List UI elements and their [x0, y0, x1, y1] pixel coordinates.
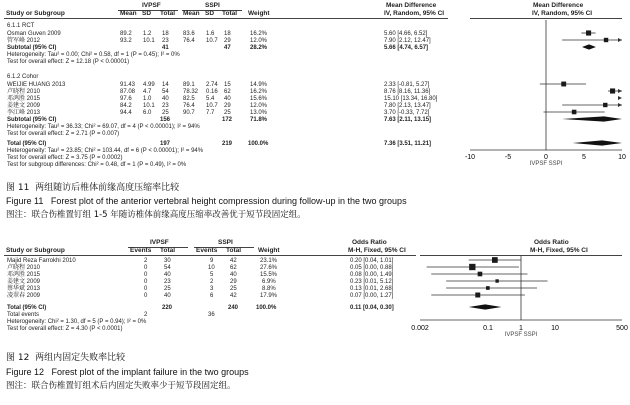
- axis-tick-label: 0.1: [483, 325, 493, 332]
- events1: 2: [144, 258, 148, 264]
- md-ci: 7.90 [2.12, 12.47]: [384, 38, 431, 44]
- mean2: 76.4: [183, 38, 195, 44]
- total2: 62: [224, 89, 231, 95]
- figure-label: 图 12: [6, 353, 30, 363]
- mean2: 83.6: [183, 31, 195, 37]
- heterogeneity-text: Heterogeneity: Chi² = 1.30, df = 5 (P = 0.94); I² = 0%: [7, 319, 147, 325]
- total2: 62: [230, 265, 237, 271]
- weight: 14.9%: [250, 82, 268, 88]
- col-or-sub-left: M-H, Fixed, 95% CI: [348, 247, 406, 254]
- mean2: 76.4: [183, 103, 195, 109]
- col-events1: Events: [130, 247, 152, 254]
- total-ci: 0.11 [0.04, 0.30]: [350, 305, 394, 311]
- sd2: 10.7: [206, 103, 218, 109]
- col-total2: Total: [222, 10, 238, 17]
- total1: 23: [164, 279, 171, 285]
- sd2: 5.4: [206, 96, 215, 102]
- mean1: 89.2: [120, 31, 132, 37]
- axis-tick-label: 1: [519, 325, 523, 332]
- total2: 40: [224, 96, 231, 102]
- weight: 16.2%: [250, 31, 268, 37]
- study-name: 姜建文 2009: [7, 103, 41, 109]
- events1: 0: [144, 286, 148, 292]
- subtotal-label: Subtotal (95% CI): [7, 117, 57, 123]
- col-mean1: Mean: [120, 10, 137, 17]
- study-square: [475, 293, 480, 298]
- total1: 40: [164, 293, 171, 299]
- col-or-sub-right: M-H, Fixed, 95% CI: [530, 247, 588, 254]
- md-header-right: Mean Difference: [533, 2, 584, 9]
- heterogeneity-text: Heterogeneity: Tau² = 36.33; Chi² = 69.07, df = 4 (P < 0.00001); I² = 94%: [7, 124, 200, 130]
- or-ci: 0.23 [0.01, 5.12]: [350, 279, 394, 285]
- figure-title-cn: 两组内固定失败率比较: [35, 353, 126, 363]
- total2: 29: [224, 103, 231, 109]
- sd1: 4.7: [143, 89, 152, 95]
- events1: 0: [144, 272, 148, 278]
- subgroup-title: 6.1.1 RCT: [7, 23, 35, 29]
- mean2: 90.7: [183, 110, 195, 116]
- axis-tick-label: 10: [618, 154, 626, 161]
- axis-tick-label: 0.002: [411, 325, 429, 332]
- total1: 14: [162, 82, 169, 88]
- mean1: 87.08: [120, 89, 136, 95]
- subtotal-label: Subtotal (95% CI): [7, 45, 57, 51]
- total1: 18: [162, 31, 169, 37]
- total2: 15: [224, 82, 231, 88]
- weight: 13.0%: [250, 110, 268, 116]
- figure-title-en: Forest plot of the implant failure in the two groups: [51, 367, 249, 377]
- subtotal-weight: 28.2%: [250, 45, 268, 51]
- total-n1: 197: [160, 141, 171, 147]
- axis-favours-label: IVPSF SSPI: [529, 161, 563, 167]
- col-events2: Events: [196, 247, 218, 254]
- axis-tick-label: -10: [464, 154, 476, 161]
- weight: 16.2%: [250, 89, 268, 95]
- md-ci: 15.10 [13.34, 16.80]: [384, 96, 438, 102]
- sd1: 6.0: [143, 110, 152, 116]
- col-total1: Total: [160, 10, 176, 17]
- weight: 15.6%: [250, 96, 268, 102]
- subtotal-n1: 156: [160, 117, 171, 123]
- mean2: 78.32: [183, 89, 199, 95]
- subtotal-n2: 172: [222, 117, 233, 123]
- subgroup-differences-text: Test for subgroup differences: Chi² = 0.48, df = 1 (P = 0.49), I² = 0%: [7, 162, 187, 168]
- events2: 10: [208, 265, 215, 271]
- pooled-diamond: [469, 304, 502, 309]
- axis-favours-label: IVPSF SSPI: [504, 332, 538, 338]
- heterogeneity-text: Heterogeneity: Tau² = 0.00; Chi² = 0.58, df = 1 (P = 0.45); I² = 0%: [7, 52, 180, 58]
- study-name: 管军峰 2012: [7, 38, 41, 44]
- study-name: Majid Reza Farrokhi 2010: [7, 258, 76, 264]
- mean1: 91.43: [120, 82, 136, 88]
- figure-caption-en: [6, 368, 249, 377]
- sd1: 1.0: [143, 96, 152, 102]
- total-events2: 36: [208, 312, 215, 318]
- or-ci: 0.08 [0.00, 1.49]: [350, 272, 394, 278]
- total2: 40: [230, 272, 237, 278]
- total1: 30: [164, 258, 171, 264]
- col-md-sub-left: IV, Random, 95% CI: [384, 10, 445, 17]
- total-events1: 2: [144, 312, 148, 318]
- sd1: 10.1: [143, 103, 155, 109]
- total1: 54: [164, 265, 171, 271]
- total2: 25: [224, 110, 231, 116]
- study-square: [495, 279, 498, 282]
- figure-caption-cn: [6, 354, 125, 363]
- total2: 29: [230, 279, 237, 285]
- sd2: 0.16: [206, 89, 218, 95]
- total-weight: 100.0%: [256, 305, 277, 311]
- study-name: 凌翠春 2009: [7, 293, 41, 299]
- figure-note: 图注：联合伤椎置钉组 1-5 年随访椎体前缘高度压缩率改善优于短节段固定组。: [6, 210, 306, 220]
- total1: 23: [162, 38, 169, 44]
- axis-tick-label: 500: [616, 325, 628, 332]
- weight: 12.0%: [250, 103, 268, 109]
- weight: 8.8%: [262, 286, 276, 292]
- figure-label-en: Figure 12: [6, 367, 45, 377]
- group2-header: SSPI: [205, 2, 220, 9]
- figure-label: 图 11: [6, 183, 30, 193]
- total1: 40: [164, 272, 171, 278]
- total2: 18: [224, 31, 231, 37]
- study-name: 蔡华斌 2013: [7, 286, 41, 292]
- events2: 5: [210, 272, 214, 278]
- overall-effect-text: Test for overall effect: Z = 2.71 (P = 0.007): [7, 131, 120, 137]
- total1: 25: [162, 110, 169, 116]
- subtotal-weight: 71.8%: [250, 117, 268, 123]
- total1: 40: [162, 96, 169, 102]
- total-ci: 7.36 [3.51, 11.21]: [384, 141, 432, 147]
- axis-tick-label: -5: [504, 154, 512, 161]
- weight: 15.5%: [260, 272, 278, 278]
- axis-tick-label: 10: [551, 325, 559, 332]
- study-name: 姜建文 2009: [7, 279, 41, 285]
- subtotal-n2: 47: [224, 45, 231, 51]
- total2: 25: [230, 286, 237, 292]
- total-label: Total (95% CI): [7, 141, 47, 147]
- overall-effect-text: Test for overall effect: Z = 12.18 (P < 0.00001): [7, 59, 130, 65]
- total1: 54: [162, 89, 169, 95]
- overall-effect-text: Test for overall effect: Z = 4.30 (P < 0.0001): [7, 326, 123, 332]
- axis-tick-label: 0: [544, 154, 548, 161]
- md-ci: 8.76 [8.16, 11.36]: [384, 89, 431, 95]
- total1: 25: [164, 286, 171, 292]
- total-weight: 100.0%: [248, 141, 269, 147]
- or-ci: 0.13 [0.01, 2.68]: [350, 286, 394, 292]
- mean1: 94.4: [120, 110, 132, 116]
- sd2: 7.7: [206, 110, 215, 116]
- mean1: 93.2: [120, 38, 132, 44]
- col-weight: Weight: [248, 10, 270, 17]
- sd1: 1.2: [143, 31, 152, 37]
- events2: 6: [210, 293, 214, 299]
- events1: 0: [144, 265, 148, 271]
- events1: 0: [144, 279, 148, 285]
- subgroup-title: 6.1.2 Cohor: [7, 74, 39, 80]
- axis-tick-label: 5: [582, 154, 586, 161]
- total-events-label: Total events: [7, 312, 40, 318]
- group1-header: IVPSF: [142, 2, 161, 9]
- study-name: 邓鸿胜 2015: [7, 96, 41, 102]
- study-name: WEIJIE HUANG 2013: [7, 82, 66, 88]
- mean2: 82.5: [183, 96, 195, 102]
- total2: 42: [230, 258, 237, 264]
- events2: 2: [210, 279, 214, 285]
- group2-header: SSPI: [218, 239, 233, 246]
- total1: 23: [162, 103, 169, 109]
- figure-title-en: Forest plot of the anterior vertebral height compression during follow-up in the two groups: [50, 196, 407, 206]
- figure-title-cn: 两组随访后椎体前缘高度压缩率比较: [35, 183, 180, 193]
- md-ci: 5.60 [4.66, 6.52]: [384, 31, 428, 37]
- mean2: 89.1: [183, 82, 195, 88]
- sd2: 1.6: [206, 31, 215, 37]
- col-study: Study or Subgroup: [6, 247, 65, 254]
- or-header-right: Odds Ratio: [534, 239, 569, 246]
- study-name: 李江峰 2013: [7, 110, 41, 116]
- col-md-sub-right: IV, Random, 95% CI: [532, 10, 593, 17]
- total-n1: 220: [162, 305, 173, 311]
- study-name: 卢晓程 2010: [7, 265, 41, 271]
- col-weight: Weight: [258, 247, 280, 254]
- sd2: 2.74: [206, 82, 218, 88]
- figure-label-en: Figure 11: [6, 196, 44, 206]
- or-ci: 0.07 [0.00, 1.27]: [350, 293, 394, 299]
- or-ci: 0.20 [0.04, 1.01]: [350, 258, 394, 264]
- weight: 6.9%: [262, 279, 276, 285]
- mean1: 84.2: [120, 103, 132, 109]
- figure-note: 图注：联合伤椎置钉组术后内固定失败率少于短节段固定组。: [6, 381, 236, 391]
- study-square: [486, 286, 490, 290]
- weight: 23.1%: [260, 258, 278, 264]
- events2: 3: [210, 286, 214, 292]
- md-header-left: Mean Difference: [386, 2, 437, 9]
- events2: 9: [210, 258, 214, 264]
- study-name: 卢晓程 2010: [7, 89, 41, 95]
- col-mean2: Mean: [183, 10, 200, 17]
- events1: 0: [144, 293, 148, 299]
- total2: 42: [230, 293, 237, 299]
- total-n2: 219: [222, 141, 233, 147]
- heterogeneity-text: Heterogeneity: Tau² = 23.85; Chi² = 103.44, df = 6 (P < 0.00001); I² = 94%: [7, 148, 204, 154]
- study-name: 邓鸿胜 2015: [7, 272, 41, 278]
- study-square: [469, 264, 475, 270]
- subtotal-ci: 7.63 [2.11, 13.15]: [384, 117, 432, 123]
- subtotal-ci: 5.66 [4.74, 6.57]: [384, 45, 429, 51]
- md-ci: 2.33 [-0.81, 5.27]: [384, 82, 430, 88]
- overall-effect-text: Test for overall effect: Z = 3.75 (P = 0.0002): [7, 155, 123, 161]
- subtotal-n1: 41: [162, 45, 169, 51]
- weight: 12.0%: [250, 38, 268, 44]
- or-ci: 0.05 [0.00, 0.88]: [350, 265, 394, 271]
- col-total1: Total: [160, 247, 176, 254]
- col-sd1: SD: [142, 10, 152, 17]
- md-ci: 3.70 [-0.33, 7.72]: [384, 110, 430, 116]
- sd1: 4.99: [143, 82, 155, 88]
- col-study: Study or Subgroup: [6, 10, 65, 17]
- total-label: Total (95% CI): [7, 305, 47, 311]
- study-square: [478, 272, 483, 277]
- total2: 29: [224, 38, 231, 44]
- sd2: 10.7: [206, 38, 218, 44]
- study-square: [492, 257, 498, 263]
- md-ci: 7.80 [2.13, 13.47]: [384, 103, 431, 109]
- study-name: Osman Guven 2009: [7, 31, 61, 37]
- weight: 17.9%: [260, 293, 278, 299]
- col-total2: Total: [226, 247, 242, 254]
- total-n2: 240: [228, 305, 239, 311]
- col-sd2: SD: [205, 10, 215, 17]
- weight: 27.6%: [260, 265, 278, 271]
- sd1: 10.1: [143, 38, 155, 44]
- mean1: 97.6: [120, 96, 132, 102]
- group1-header: IVPSF: [150, 239, 169, 246]
- or-header-left: Odds Ratio: [352, 239, 387, 246]
